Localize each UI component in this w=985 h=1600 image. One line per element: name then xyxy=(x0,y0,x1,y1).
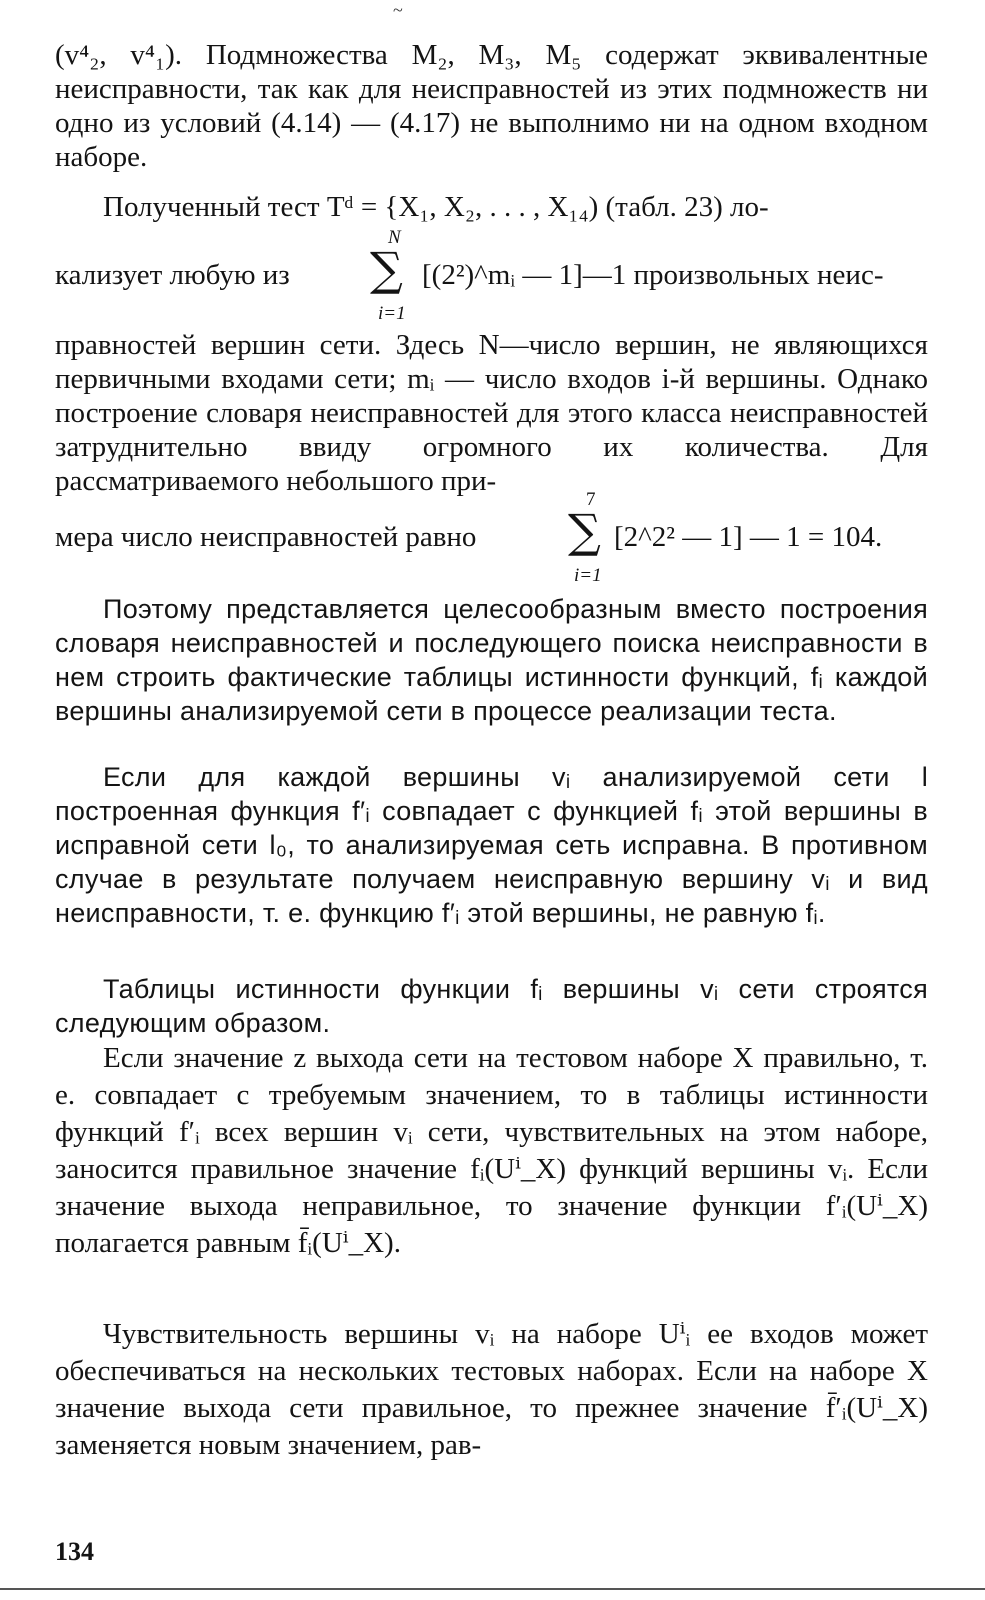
sum1-lower-limit: i=1 xyxy=(378,303,406,324)
paragraph-3: Поэтому представляется целесообразным вместо построения словаря неисправностей и последующего поиска неисправности в нем строить фактические таблицы истинности функций, fᵢ каждой вершины анализируемой сети в процессе реализации теста. xyxy=(55,594,928,726)
top-mark: ~ xyxy=(393,0,403,20)
sum1-text-before: кализует любую из xyxy=(55,259,290,291)
paragraph-4: Если для каждой вершины vᵢ анализируемой сети l построенная функция f′ᵢ совпадает с функцией fᵢ этой вершины в исправной сети l₀, то анализируемая сеть исправна. В противном случае в результате получаем неисправную вершину vᵢ и вид неисправности, т. е. функцию f′ᵢ этой вершины, не равную fᵢ. xyxy=(55,762,928,928)
page-number: 134 xyxy=(55,1537,94,1566)
paragraph-2-rest: правностей вершин сети. Здесь N—число вершин, не являющихся первичными входами сети; mᵢ — число входов i-й вершины. Однако построение словаря неисправностей для этого класса неисправностей затруднительно ввиду огромного их количества. Для рассматриваемого небольшого при- xyxy=(55,329,928,497)
paragraph-2-line-1: Полученный тест Tᵈ = {X₁, X₂, . . . , X₁₄) (табл. 23) ло- xyxy=(103,191,769,223)
sum2-lower-limit: i=1 xyxy=(574,565,602,586)
sum2-sigma-symbol: ∑ xyxy=(568,504,601,558)
sum2-upper-limit: 7 xyxy=(586,489,596,510)
sum1-text-after: [(2²)^mᵢ — 1]—1 произвольных неис- xyxy=(422,259,884,291)
bottom-rule xyxy=(0,1588,985,1590)
paragraph-6: Если значение z выхода сети на тестовом наборе X правильно, т. е. совпадает с требуемым значением, то в таблицы истинности функций f′ᵢ всех вершин vᵢ сети, чувствительных на этом наборе, заносится правильное значение fᵢ(Uⁱ_X) функций вершины vᵢ. Если значение выхода неправильное, то значение функции f′ᵢ(Uⁱ_X) полагается равным f̄ᵢ(Uⁱ_X). xyxy=(55,1042,928,1259)
sum2-text-after: [2^2² — 1] — 1 = 104. xyxy=(614,521,883,553)
paragraph-1: (v⁴₂, v⁴₁). Подмножества M₂, M₃, M₅ содержат эквивалентные неисправности, так как для неисправностей из этих подмножеств ни одно из условий (4.14) — (4.17) не выполнимо ни на одном входном наборе. xyxy=(55,39,928,173)
sum1-upper-limit: N xyxy=(388,227,401,248)
paragraph-7: Чувствительность вершины vᵢ на наборе Uⁱᵢ ее входов может обеспечиваться на нескольких тестовых наборах. Если на наборе X значение выхода сети правильное, то прежнее значение f̄′ᵢ(Uⁱ_X) заменяется новым значением, рав- xyxy=(55,1318,928,1461)
sum2-text-before: мера число неисправностей равно xyxy=(55,521,477,553)
paragraph-5: Таблицы истинности функции fᵢ вершины vᵢ сети строятся следующим образом. xyxy=(55,974,928,1038)
sum1-sigma-symbol: ∑ xyxy=(370,242,403,296)
